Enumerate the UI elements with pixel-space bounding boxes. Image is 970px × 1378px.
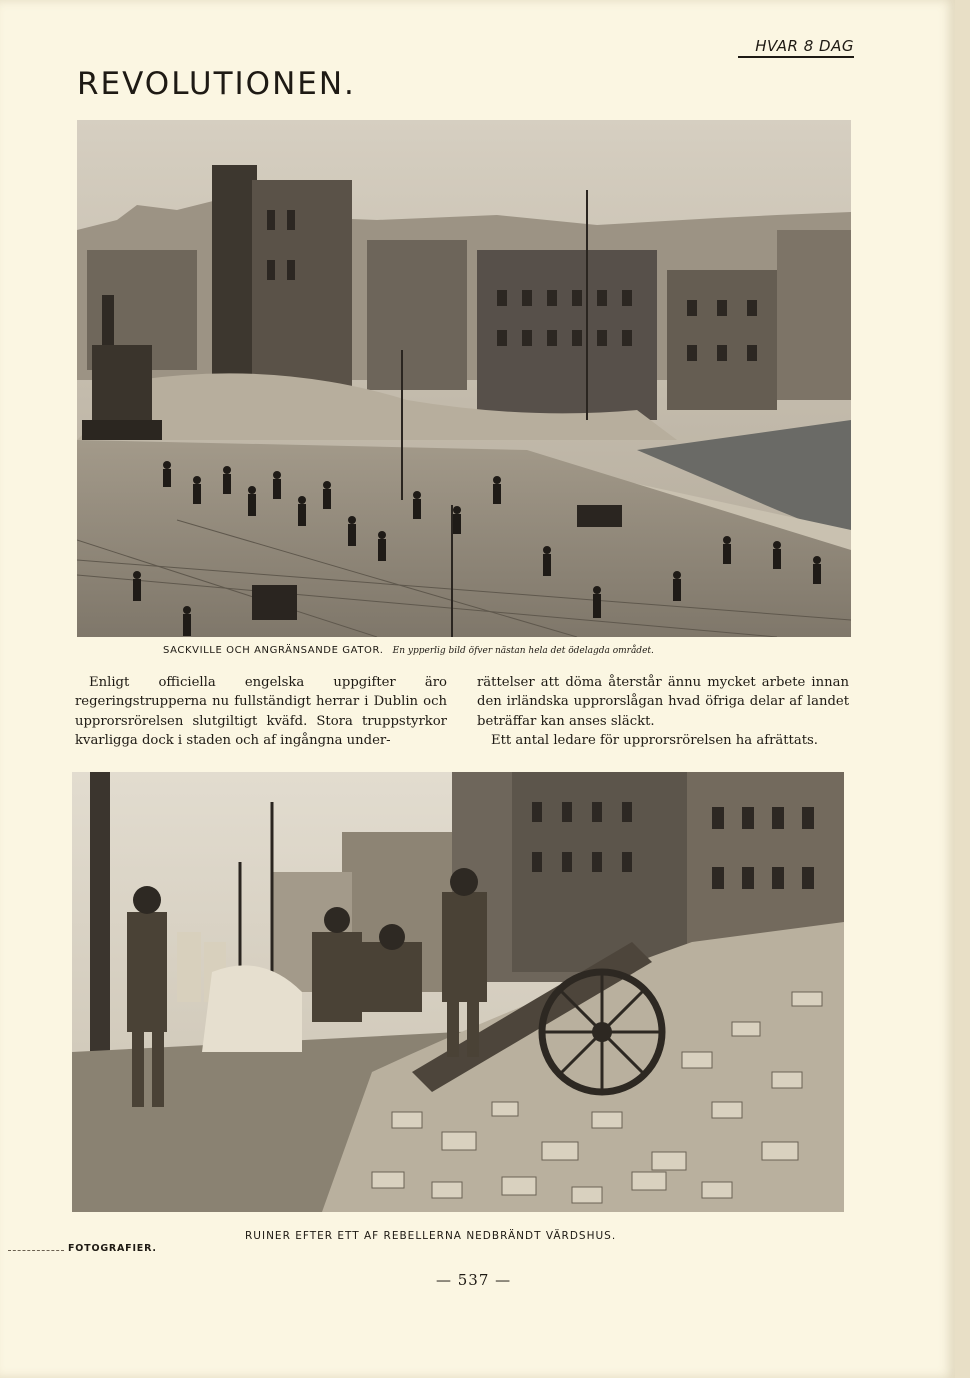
photo-ruined-inn — [72, 772, 844, 1212]
page-title: REVOLUTIONEN. — [77, 66, 356, 102]
masthead: HVAR 8 DAG — [738, 37, 854, 58]
photo-credit: FOTOGRAFIER. — [68, 1243, 157, 1254]
article-paragraph: rättelser att döma återstår ännu mycket arbete innan den irländska upprorslågan hvad öfriga delar af landet beträffar kan anses släckt. — [477, 675, 849, 729]
page-edge — [955, 0, 970, 1378]
page-number: — 537 — — [436, 1271, 512, 1289]
article-paragraph: Ett antal ledare för upprorsrörelsen ha afrättats. — [491, 732, 818, 748]
photo-bottom-caption: RUINER EFTER ETT AF REBELLERNA NEDBRÄNDT VÄRDSHUS. — [245, 1230, 617, 1242]
photo-top-caption — [163, 645, 863, 656]
photo-ruined-inn-image — [72, 772, 844, 1212]
credit-rule — [8, 1250, 64, 1251]
article-paragraph: Enligt officiella engelska uppgifter äro regeringstrupperna nu fullständigt herrar i Dublin och upprorsrörelsen slutgiltigt kväfd. Stora truppstyrkor kvarligga dock i staden och af ingångna under- — [75, 675, 447, 748]
photo-sackville-street — [77, 120, 851, 637]
photo-sackville-street-image — [77, 120, 851, 637]
article-column-left — [75, 673, 447, 750]
photo-top-caption-title: SACKVILLE OCH ANGRÄNSANDE GATOR. — [163, 645, 384, 656]
article-column-right — [477, 673, 849, 750]
photo-top-caption-subtitle: En ypperlig bild öfver nästan hela det ödelagda området. — [392, 646, 654, 656]
